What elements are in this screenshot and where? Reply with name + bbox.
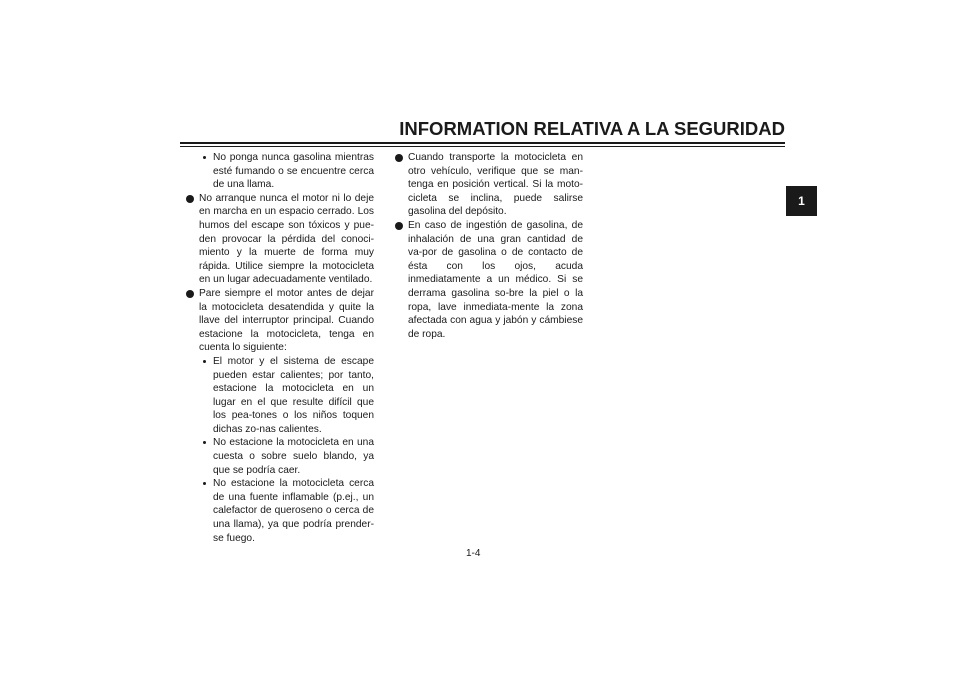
sub-item-text: El motor y el sistema de escape pueden estar calientes; por tanto, estacione la motocicleta en un lugar en el que resulte difícil que los pea-tones o los niños toquen dichas zo-nas calientes. xyxy=(213,355,374,435)
sub-bullet-icon xyxy=(203,482,206,485)
sub-item xyxy=(186,355,374,437)
page-header xyxy=(395,117,785,141)
sub-item xyxy=(186,151,374,192)
page-number: 1-4 xyxy=(466,548,481,559)
bullet-icon xyxy=(186,195,194,203)
bullet-icon xyxy=(186,290,194,298)
bullet-icon xyxy=(395,154,403,162)
right-column xyxy=(395,151,583,341)
sub-item xyxy=(186,477,374,545)
bullet-text: En caso de ingestión de gasolina, de inhalación de una gran cantidad de va-por de gasolina o de contacto de ésta con los ojos, acuda inmediatamente a un médico. Si se derrama gasolina so-bre la piel o la ropa, lave inmediata-mente la zona afectada con agua y jabón y cámbiese de ropa. xyxy=(408,219,583,340)
sub-bullet-icon xyxy=(203,360,206,363)
chapter-tab: 1 xyxy=(786,186,817,216)
sub-item-text: No estacione la motocicleta en una cuesta o sobre suelo blando, ya que se podría caer. xyxy=(213,437,374,476)
page-title: INFORMATION RELATIVA A LA SEGURIDAD xyxy=(399,118,785,139)
bullet-item xyxy=(395,219,583,341)
header-rule xyxy=(180,142,785,144)
header-rule-thin xyxy=(180,146,785,147)
bullet-text: Pare siempre el motor antes de dejar la motocicleta desatendida y quite la llave del interruptor principal. Cuando estacione la motocicleta, tenga en cuenta lo siguiente: xyxy=(199,287,374,354)
bullet-text: Cuando transporte la motocicleta en otro vehículo, verifique que se man-tenga en posición vertical. Si la moto-cicleta se inclina, puede salirse gasolina del depósito. xyxy=(408,152,583,218)
bullet-text: No arranque nunca el motor ni lo deje en marcha en un espacio cerrado. Los humos del escape son tóxicos y pue-den provocar la pérdida del conoci-miento y la muerte de forma muy rápida. Utilice siempre la motocicleta en un lugar adecuadamente ventilado. xyxy=(199,192,374,286)
sub-item-text: No ponga nunca gasolina mientras esté fumando o se encuentre cerca de una llama. xyxy=(213,152,374,191)
sub-item-text: No estacione la motocicleta cerca de una fuente inflamable (p.ej., un calefactor de queroseno o cerca de una llama), ya que podría prender-se fuego. xyxy=(213,478,374,544)
bullet-item xyxy=(186,287,374,355)
bullet-icon xyxy=(395,222,403,230)
bullet-item xyxy=(186,192,374,287)
sub-bullet-icon xyxy=(203,156,206,159)
sub-bullet-icon xyxy=(203,441,206,444)
bullet-item xyxy=(395,151,583,219)
left-column xyxy=(186,151,374,545)
sub-item xyxy=(186,436,374,477)
